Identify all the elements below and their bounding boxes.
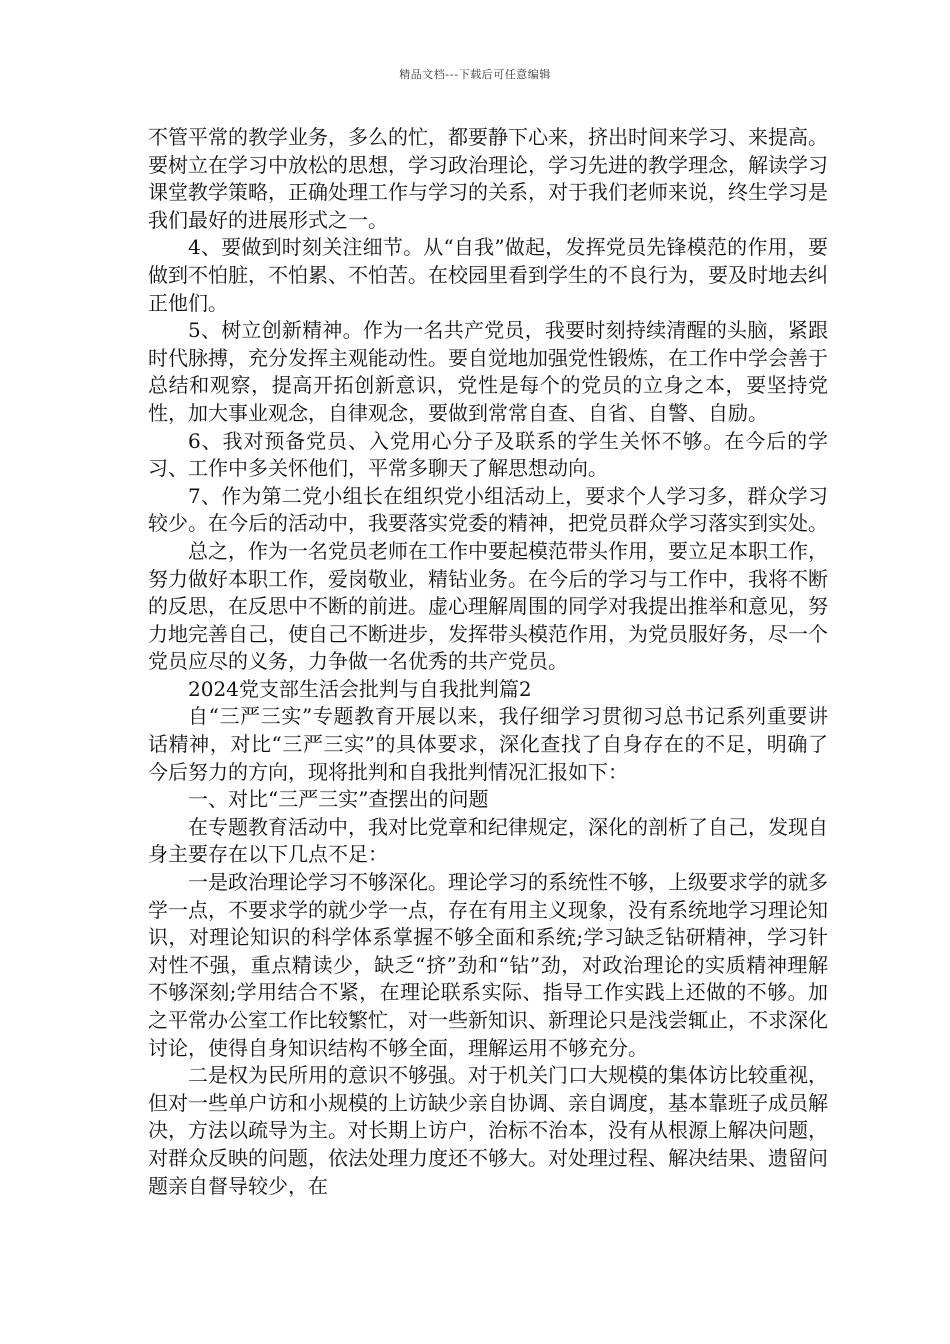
page-header-note: 精品文档---下载后可任意编辑 <box>399 68 551 81</box>
section-title: 2024党支部生活会批判与自我批判篇2 <box>188 676 532 701</box>
paragraph-7: 自“三严三实”专题教育开展以来，我仔细学习贯彻习总书记系列重要讲话精神，对比“三严三实”的具体要求，深化查找了自身存在的不足，明确了今后努力的方向，现将批判和自我批判情况汇报如下： <box>148 704 828 784</box>
paragraph-2: 4、要做到时刻关注细节。从“自我”做起，发挥党员先锋模范的作用，要做到不怕脏，不怕累、不怕苦。在校园里看到学生的不良行为，要及时地去纠正他们。 <box>148 235 828 315</box>
paragraph-1: 不管平常的教学业务，多么的忙，都要静下心来，挤出时间来学习、来提高。要树立在学习中放松的思想，学习政治理论，学习先进的教学理念，解读学习课堂教学策略，正确处理工作与学习的关系，对于我们老师来说，终生学习是我们最好的进展形式之一。 <box>148 125 828 232</box>
paragraph-4: 6、我对预备党员、入党用心分子及联系的学生关怀不够。在今后的学习、工作中多关怀他们，平常多聊天了解思想动向。 <box>148 428 828 481</box>
paragraph-8: 在专题教育活动中，我对比党章和纪律规定，深化的剖析了自己，发现自身主要存在以下几点不足： <box>148 814 828 867</box>
paragraph-6: 总之，作为一名党员老师在工作中要起模范带头作用，要立足本职工作，努力做好本职工作，爱岗敬业，精钻业务。在今后的学习与工作中，我将不断的反思，在反思中不断的前进。虚心理解周围的同学对我提出推举和意见，努力地完善自己，使自己不断进步，发挥带头模范作用，为党员服好务，尽一个党员应尽的义务，力争做一名优秀的共产党员。 <box>148 538 828 674</box>
paragraph-10: 二是权为民所用的意识不够强。对于机关门口大规模的集体访比较重视，但对一些单户访和小规模的上访缺少亲自协调、亲自调度，基本靠班子成员解决，方法以疏导为主。对长期上访户，治标不治本，没有从根源上解决问题，对群众反映的问题，依法处理力度还不够大。对处理过程、解决结果、遗留问题亲自督导较少，在 <box>148 1063 828 1198</box>
paragraph-9: 一是政治理论学习不够深化。理论学习的系统性不够，上级要求学的就多学一点，不要求学的就少学一点，存在有用主义现象，没有系统地学习理论知识，对理论知识的科学体系掌握不够全面和系统;学习缺乏钻研精神，学习针对性不强，重点精读少，缺乏“挤”劲和“钻”劲，对政治理论的实质精神理解不够深刻;学用结合不紧，在理论联系实际、指导工作实践上还做的不够。加之平常办公室工作比较繁忙，对一些新知识、新理论只是浅尝辄止，不求深化讨论，使得自身知识结构不够全面，理解运用不够充分。 <box>148 870 828 1060</box>
paragraph-5: 7、作为第二党小组长在组织党小组活动上，要求个人学习多，群众学习较少。在今后的活动中，我要落实党委的精神，把党员群众学习落实到实处。 <box>148 483 828 536</box>
document-body <box>148 124 828 1200</box>
paragraph-3: 5、树立创新精神。作为一名共产党员，我要时刻持续清醒的头脑，紧跟时代脉搏，充分发挥主观能动性。要自觉地加强党性锻炼，在工作中学会善于总结和观察，提高开拓创新意识，党性是每个的党员的立身之本，要坚持党性，加大事业观念，自律观念，要做到常常自查、自省、自警、自励。 <box>148 318 828 425</box>
subsection-heading: 一、对比“三严三实”查摆出的问题 <box>188 787 489 812</box>
